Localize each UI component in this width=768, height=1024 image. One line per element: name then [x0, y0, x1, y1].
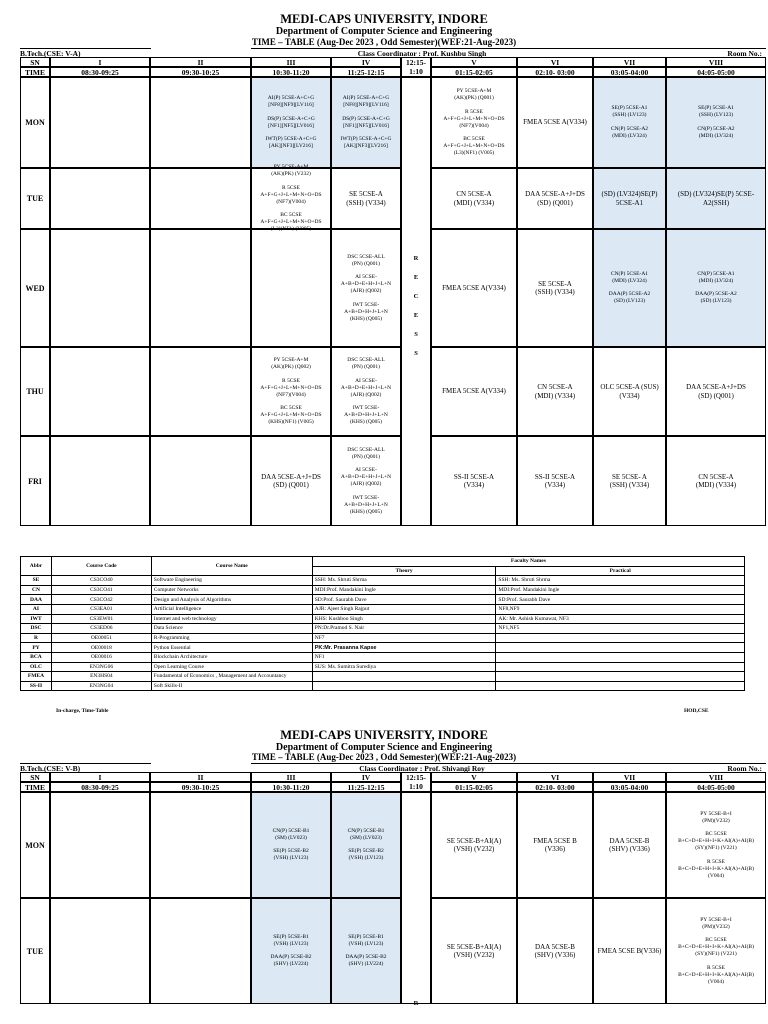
faculty-code: CS3CO42	[51, 595, 151, 605]
period-tue-4-text: SE(P) 5CSE-B1 (VSH) (LV123) DAA(P) 5CSE-B2 (SHV) (LV224)	[345, 933, 387, 968]
faculty-practical	[496, 652, 745, 662]
faculty-abbr: BCA	[21, 652, 52, 662]
coordinator-text: Class Coordinator : Prof. Kushbu Singh	[357, 48, 487, 58]
period-mon-5-text: PY 5CSE-A+M (AK)(PK) (Q001) R 5CSE A+F+G+J+L+M+N+O+DS (NF7)(V004) BC 5CSE A+F+G+J+L+M+N+O+DS (L3)(NF1) (V005)	[443, 88, 505, 156]
faculty-practical	[496, 633, 745, 643]
faculty-abbr: IWT	[21, 614, 52, 624]
period-wed-1	[50, 229, 150, 347]
faculty-row	[21, 662, 745, 672]
time-slot-2	[150, 67, 251, 77]
period-mon-4	[331, 792, 401, 898]
faculty-practical: SD:Prof. Saurabh Dave	[496, 595, 745, 605]
day-tue-text: TUE	[26, 946, 44, 956]
time-slot-1-text: 08:30-09:25	[81, 67, 119, 77]
class-label-text: B.Tech.(CSE: V-B)	[20, 763, 81, 773]
period-tue-7	[593, 898, 666, 1004]
period-mon-5	[431, 77, 517, 168]
faculty-row	[21, 633, 745, 643]
faculty-abbr: DAA	[21, 595, 52, 605]
time-label-text: TIME	[24, 782, 45, 792]
period-tue-6-text: DAA 5CSE-B (SHV) (V336)	[534, 942, 576, 959]
time-slot-2-text: 09:30-10:25	[181, 782, 220, 792]
faculty-code: EN3HS04	[51, 672, 151, 682]
header-faculty: Faculty Names	[312, 557, 744, 567]
slot-VII	[593, 772, 666, 782]
recess-recess_label_top: 12:15-	[406, 773, 426, 782]
period-mon-5-text: SE 5CSE-B+AI(A) (VSH) (V232)	[446, 836, 502, 853]
day-fri-text: FRI	[28, 476, 42, 486]
faculty-theory: MDI:Prof. Mandakini Ingle	[312, 585, 496, 595]
faculty-practical: SSH: Ms. Shruti Shrma	[496, 576, 745, 586]
period-mon-3-text: AI(P) 5CSE-A+C+G [NF8][NF9][LV116] DS(P) 5CSE-A+C+G [NF1][NF5][LV016] IWT(P) 5CSE-A+C+G [AK][NF3][LV216]	[265, 95, 317, 150]
period-fri-5-text: SS-II 5CSE-A (V334)	[453, 472, 495, 489]
class-coordinator	[251, 48, 593, 57]
period-mon-6-text: FMEA 5CSE B (V336)	[533, 836, 577, 853]
period-thu-4	[331, 347, 401, 436]
faculty-theory: KHS: Kushboo Singh	[312, 614, 496, 624]
slot-IV-text: IV	[361, 57, 371, 67]
footer-hod: HOD,CSE	[684, 708, 709, 714]
sn-label	[20, 57, 50, 67]
period-thu-2	[150, 347, 251, 436]
faculty-row	[21, 595, 745, 605]
faculty-theory: PN:Dr.Pramod S. Nair	[312, 624, 496, 634]
slot-V	[431, 772, 517, 782]
slot-VII-text: VII	[623, 772, 636, 782]
slot-VIII	[666, 772, 766, 782]
period-thu-7-text: OLC 5CSE-A (SUS)(V334)	[600, 383, 659, 400]
period-tue-8	[666, 168, 766, 229]
time-slot-7-text: 03:05-04:00	[610, 67, 649, 77]
period-mon-6-text: FMEA 5CSE A(V334)	[523, 118, 587, 127]
period-wed-7	[593, 229, 666, 347]
faculty-name: Open Learning Course	[151, 662, 312, 672]
day-mon	[20, 792, 50, 898]
time-slot-6	[517, 782, 593, 792]
faculty-abbr: SE	[21, 576, 52, 586]
faculty-code: OE00018	[51, 643, 151, 653]
recess-recess_label_bottom: 1:10	[409, 67, 423, 76]
slot-VIII	[666, 57, 766, 67]
faculty-practical	[496, 662, 745, 672]
time-slot-4	[331, 67, 401, 77]
slot-II-text: II	[197, 57, 204, 67]
slot-VIII-text: VIII	[708, 57, 724, 67]
slot-I	[50, 772, 150, 782]
period-mon-8	[666, 77, 766, 168]
period-thu-6	[517, 347, 593, 436]
recess-column	[401, 792, 431, 1007]
period-mon-2	[150, 77, 251, 168]
period-fri-1	[50, 436, 150, 526]
period-wed-8	[666, 229, 766, 347]
faculty-row	[21, 604, 745, 614]
faculty-code: OE00016	[51, 652, 151, 662]
faculty-name: Blockchain Architecture	[151, 652, 312, 662]
period-tue-5	[431, 898, 517, 1004]
faculty-row	[21, 624, 745, 634]
day-tue	[20, 898, 50, 1004]
department-title-b: Department of Computer Science and Engineering	[275, 742, 493, 753]
room-text: Room No.:	[727, 48, 762, 58]
faculty-code: CS3CO40	[51, 576, 151, 586]
period-fri-7-text: SE 5CSE- A (SSH) (V334)	[609, 472, 650, 489]
day-mon	[20, 77, 50, 168]
faculty-theory: NF1	[312, 652, 496, 662]
period-mon-5	[431, 792, 517, 898]
class-label	[20, 763, 151, 772]
faculty-theory: SSH: Ms. Shruti Shrma	[312, 576, 496, 586]
period-tue-8	[666, 898, 766, 1004]
period-fri-4-text: DSC 5CSE-ALL (PN) (Q001) AI 5CSE- A+B+D+E+H+J+L+N (AJR) (Q002) IWT 5CSE- A+B+D+H+J+L+N (KHS) (Q005)	[340, 446, 392, 515]
sn-label	[20, 772, 50, 782]
period-mon-8	[666, 792, 766, 898]
period-wed-7-text: CN(P) 5CSE-A1 (MDI) (LV324) DAA(P) 5CSE-A2 (SD) (LV123)	[608, 270, 651, 305]
time-slot-8	[666, 782, 766, 792]
time-label	[20, 782, 50, 792]
recess-letter: C	[413, 293, 419, 300]
period-tue-5-text: SE 5CSE-B+AI(A) (VSH) (V232)	[446, 942, 502, 959]
faculty-code: EN3NG06	[51, 662, 151, 672]
slot-I-text: I	[98, 57, 102, 67]
slot-II-text: II	[197, 772, 204, 782]
period-fri-3	[251, 436, 331, 526]
time-slot-2-text: 09:30-10:25	[181, 67, 220, 77]
footer-incharge: In-charge, Time-Table	[56, 708, 109, 714]
faculty-theory: NF7	[312, 633, 496, 643]
period-mon-7	[593, 77, 666, 168]
faculty-practical	[496, 643, 745, 653]
faculty-theory: AJR: Ajeet Singh Rajput	[312, 604, 496, 614]
faculty-name: Data Science	[151, 624, 312, 634]
period-tue-7	[593, 168, 666, 229]
period-mon-7-text: DAA 5CSE-B (SHV) (V336)	[609, 836, 650, 853]
faculty-name: Soft Skills-II	[151, 681, 312, 691]
slot-III	[251, 57, 331, 67]
period-tue-3	[251, 898, 331, 1004]
faculty-name: Computer Networks	[151, 585, 312, 595]
period-fri-8	[666, 436, 766, 526]
period-wed-2	[150, 229, 251, 347]
period-wed-6	[517, 229, 593, 347]
slot-II	[150, 772, 251, 782]
period-wed-3	[251, 229, 331, 347]
period-mon-3	[251, 77, 331, 168]
timetable-title: TIME – TABLE (Aug-Dec 2023 , Odd Semester)(WEF:21-Aug-2023)	[251, 37, 517, 47]
period-tue-3-text: SE(P) 5CSE-B1 (VSH) (LV123) DAA(P) 5CSE-B2 (SHV) (LV224)	[270, 933, 312, 968]
faculty-theory	[312, 681, 496, 691]
faculty-row	[21, 672, 745, 682]
slot-V	[431, 57, 517, 67]
slot-V-text: V	[471, 772, 477, 782]
period-tue-4	[331, 898, 401, 1004]
slot-VIII-text: VIII	[708, 772, 724, 782]
slot-VI	[517, 57, 593, 67]
period-mon-8-text: SE(P) 5CSE-A1 (SSH) (LV123) CN(P) 5CSE-A2 (MDI) (LV324)	[697, 105, 735, 139]
header-name: Course Name	[151, 557, 312, 576]
time-slot-2	[150, 782, 251, 792]
period-mon-6	[517, 792, 593, 898]
faculty-name: Software Engineering	[151, 576, 312, 586]
faculty-name: Artificial Intelligence	[151, 604, 312, 614]
faculty-code: OE00051	[51, 633, 151, 643]
period-wed-4-text: DSC 5CSE-ALL (PN) (Q001) AI 5CSE- A+B+D+E+H+J+L+N (AJR) (Q002) IWT 5CSE- A+B+D+H+J+L+N (KHS) (Q005)	[340, 253, 392, 322]
period-thu-3-text: PY 5CSE-A+M (AK)(PK) (Q002) R 5CSE A+F+G+J+L+M+N+O+DS (NF7)(V004) BC 5CSE A+F+G+J+L+M+N+O+DS (KHS)(NF1) (V005)	[260, 357, 322, 425]
faculty-abbr: R	[21, 633, 52, 643]
period-mon-3-text: CN(P) 5CSE-B1 (SM) (LV023) SE(P) 5CSE-B2 (VSH) (LV123)	[272, 827, 310, 862]
faculty-abbr: CN	[21, 585, 52, 595]
faculty-code: CS3EW01	[51, 614, 151, 624]
period-tue-4-text: SE 5CSE-A (SSH) (V334)	[346, 190, 386, 207]
period-tue-1	[50, 898, 150, 1004]
time-slot-8	[666, 67, 766, 77]
recess-recess_label_top: 12:15-	[406, 58, 426, 67]
time-slot-3-text: 10:30-11:20	[272, 782, 310, 792]
slot-III	[251, 772, 331, 782]
period-mon-7-text: SE(P) 5CSE-A1 (SSH) (LV123) CN(P) 5CSE-A2 (MDI) (LV324)	[610, 105, 649, 139]
faculty-row	[21, 681, 745, 691]
time-slot-3	[251, 67, 331, 77]
period-tue-3	[251, 164, 331, 232]
header-abbr: Abbr	[21, 557, 52, 576]
period-mon-4-text: AI(P) 5CSE-A+C+G [NF8][NF9][LV116] DS(P) 5CSE-A+C+G [NF1][NF5][LV016] IWT(P) 5CSE-A+C+G [AK][NF3][LV216]	[340, 95, 392, 150]
period-tue-4	[331, 168, 401, 229]
faculty-theory: SUS: Ms. Sumitra Surediya	[312, 662, 496, 672]
period-wed-8-text: CN(P) 5CSE-A1 (MDI) (LV324) DAA(P) 5CSE-A2 (SD) (LV123)	[695, 270, 737, 305]
period-mon-4-text: CN(P) 5CSE-B1 (SM) (LV023) SE(P) 5CSE-B2 (VSH) (LV123)	[347, 827, 385, 862]
slot-V-text: V	[471, 57, 477, 67]
time-slot-7	[593, 67, 666, 77]
faculty-theory: PK:Mr. Prasanna Kapse	[312, 643, 496, 653]
period-tue-7-text: FMEA 5CSE B(V336)	[597, 946, 662, 955]
period-mon-2	[150, 792, 251, 898]
slot-VI-text: VI	[550, 57, 560, 67]
period-thu-6-text: CN 5CSE-A (MDI) (V334)	[534, 383, 576, 400]
period-tue-6	[517, 898, 593, 1004]
period-thu-8-text: DAA 5CSE-A+J+DS (SD) (Q001)	[686, 383, 746, 400]
department-title: Department of Computer Science and Engineering	[275, 26, 493, 37]
period-tue-2	[150, 898, 251, 1004]
faculty-table-body	[21, 576, 745, 691]
faculty-abbr: AI	[21, 604, 52, 614]
faculty-practical: AK: Mr. Ashish Kumawat, NF3	[496, 614, 745, 624]
faculty-practical: MDI:Prof. Mandakini Ingle	[496, 585, 745, 595]
day-tue-text: TUE	[26, 194, 44, 203]
recess-column	[401, 77, 431, 526]
day-fri	[20, 436, 50, 526]
slot-I	[50, 57, 150, 67]
recess-letter: S	[414, 331, 418, 338]
faculty-name: Fundamental of Economics , Management and Accountancy	[151, 672, 312, 682]
faculty-theory	[312, 672, 496, 682]
period-fri-6-text: SS-II 5CSE-A (V334)	[534, 472, 576, 489]
sn-label-text: SN	[30, 772, 40, 782]
faculty-abbr: PY	[21, 643, 52, 653]
period-thu-5-text: FMEA 5CSE A(V334)	[442, 387, 506, 396]
period-mon-4	[331, 77, 401, 168]
header-code: Course Code	[51, 557, 151, 576]
time-slot-3-text: 10:30-11:20	[272, 67, 310, 77]
period-thu-8	[666, 347, 766, 436]
period-thu-1	[50, 347, 150, 436]
recess-recess_label_bottom: 1:10	[409, 782, 423, 791]
faculty-practical	[496, 681, 745, 691]
faculty-name: Python Essential	[151, 643, 312, 653]
faculty-practical: NF1,NF5	[496, 624, 745, 634]
recess-time	[401, 772, 431, 792]
slot-III-text: III	[286, 57, 296, 67]
period-tue-5-text: CN 5CSE-A (MDI) (V334)	[453, 190, 495, 207]
period-mon-1	[50, 792, 150, 898]
period-tue-3-text: PY 5CSE-A+M (AK)(PK) (V232) R 5CSE A+F+G+J+L+M+N+O+DS (NF7)(V004) BC 5CSE A+F+G+J+L+M+N+O+DS (L3)(NF1) (V005)	[260, 164, 322, 232]
faculty-code: CS3ED06	[51, 624, 151, 634]
room-number	[593, 763, 766, 772]
period-mon-3	[251, 792, 331, 898]
time-slot-5-text: 01:15-02:05	[455, 67, 493, 77]
period-mon-6	[517, 77, 593, 168]
time-slot-6	[517, 67, 593, 77]
faculty-row	[21, 576, 745, 586]
day-wed-text: WED	[25, 283, 45, 293]
time-label	[20, 67, 50, 77]
faculty-abbr: OLC	[21, 662, 52, 672]
header-practical: Practical	[496, 566, 745, 576]
slot-VII-text: VII	[623, 57, 636, 67]
period-tue-5	[431, 168, 517, 229]
period-wed-5	[431, 229, 517, 347]
class-coordinator	[251, 763, 593, 772]
faculty-practical: NF8,NF9	[496, 604, 745, 614]
period-fri-7	[593, 436, 666, 526]
faculty-abbr: FMEA	[21, 672, 52, 682]
university-title: MEDI-CAPS UNIVERSITY, INDORE	[280, 12, 488, 26]
coordinator-text: Class Coordinator : Prof. Shivangi Roy	[359, 763, 485, 773]
day-wed	[20, 229, 50, 347]
slot-II	[150, 57, 251, 67]
recess-letter: E	[413, 274, 419, 281]
faculty-table	[20, 556, 745, 691]
recess-letter: R	[413, 1000, 419, 1007]
period-fri-2	[150, 436, 251, 526]
period-tue-6-text: DAA 5CSE-A+J+DS (SD) (Q001)	[525, 190, 585, 207]
time-slot-4	[331, 782, 401, 792]
recess-time	[401, 57, 431, 77]
day-thu	[20, 347, 50, 436]
time-slot-3	[251, 782, 331, 792]
faculty-code: EN3NG04	[51, 681, 151, 691]
period-tue-2	[150, 168, 251, 229]
time-slot-6-text: 02:10- 03:00	[535, 67, 575, 77]
period-tue-8-text: (SD) (LV324)SE(P) 5CSE-A2(SSH)	[677, 190, 755, 207]
period-fri-5	[431, 436, 517, 526]
day-mon-text: MON	[25, 118, 45, 127]
slot-VI	[517, 772, 593, 782]
class-label	[20, 48, 151, 57]
period-thu-7	[593, 347, 666, 436]
day-thu-text: THU	[26, 387, 44, 396]
time-slot-1	[50, 782, 150, 792]
slot-IV	[331, 772, 401, 782]
day-tue	[20, 168, 50, 229]
slot-IV-text: IV	[361, 772, 371, 782]
sn-label-text: SN	[30, 57, 40, 67]
period-tue-7-text: (SD) (LV324)SE(P) 5CSE-A1	[601, 190, 658, 207]
slot-I-text: I	[98, 772, 102, 782]
slot-VI-text: VI	[550, 772, 560, 782]
recess-letter: S	[414, 350, 418, 357]
period-fri-6	[517, 436, 593, 526]
day-mon-text: MON	[25, 840, 45, 850]
time-slot-5	[431, 67, 517, 77]
faculty-code: CS3CO41	[51, 585, 151, 595]
period-thu-3	[251, 347, 331, 436]
faculty-row	[21, 614, 745, 624]
time-slot-1	[50, 67, 150, 77]
time-slot-4-text: 11:25-12:15	[347, 67, 385, 77]
faculty-name: Design and Analysis of Algorithms	[151, 595, 312, 605]
time-slot-7	[593, 782, 666, 792]
faculty-code: CS3EA01	[51, 604, 151, 614]
time-slot-4-text: 11:25-12:15	[347, 782, 385, 792]
time-label-text: TIME	[24, 67, 45, 77]
university-title-b: MEDI-CAPS UNIVERSITY, INDORE	[280, 728, 488, 742]
period-mon-1	[50, 77, 150, 168]
period-tue-1	[50, 168, 150, 229]
time-slot-1-text: 08:30-09:25	[81, 782, 119, 792]
period-wed-6-text: SE 5CSE-A (SSH) (V334)	[535, 279, 575, 296]
faculty-theory: SD:Prof. Saurabh Dave	[312, 595, 496, 605]
faculty-practical	[496, 672, 745, 682]
slot-VII	[593, 57, 666, 67]
recess-letter: R	[413, 255, 419, 262]
time-slot-8-text: 04:05-05:00	[697, 782, 735, 792]
period-tue-6	[517, 168, 593, 229]
recess-letter: E	[413, 312, 419, 319]
period-thu-5	[431, 347, 517, 436]
time-slot-8-text: 04:05-05:00	[697, 67, 735, 77]
period-thu-4-text: DSC 5CSE-ALL (PN) (Q001) AI 5CSE- A+B+D+E+H+J+L+N (AJR) (Q002) IWT 5CSE- A+B+D+H+J+L+N (KHS) (Q005)	[340, 357, 392, 425]
period-fri-3-text: DAA 5CSE-A+J+DS (SD) (Q001)	[261, 472, 321, 489]
time-slot-5	[431, 782, 517, 792]
class-label-text: B.Tech.(CSE: V-A)	[20, 48, 81, 58]
period-wed-5-text: FMEA 5CSE A(V334)	[442, 283, 506, 292]
faculty-abbr: SS-II	[21, 681, 52, 691]
faculty-row	[21, 585, 745, 595]
time-slot-7-text: 03:05-04:00	[610, 782, 649, 792]
period-mon-8-text: PY 5CSE-B+I (PM)(V232) BC 5CSE B+C+D+E+H+I+K+AI(A)+AI(B) (SY)(NF1) (V221) R 5CSE B+C+D+E+H+I+K+AI(A)+AI(B) (V004)	[678, 810, 754, 879]
timetable-title-b: TIME – TABLE (Aug-Dec 2023 , Odd Semester)(WEF:21-Aug-2023)	[251, 752, 517, 762]
time-slot-6-text: 02:10- 03:00	[535, 782, 575, 792]
period-tue-8-text: PY 5CSE-B+I (PM)(V232) BC 5CSE B+C+D+E+H+I+K+AI(A)+AI(B) (SY)(NF1) (V221) R 5CSE B+C+D+E+H+I+K+AI(A)+AI(B) (V004)	[678, 916, 754, 985]
faculty-row	[21, 652, 745, 662]
period-mon-7	[593, 792, 666, 898]
slot-III-text: III	[286, 772, 296, 782]
header-theory: Theory	[312, 566, 496, 576]
period-fri-4	[331, 436, 401, 526]
faculty-name: R-Programming	[151, 633, 312, 643]
room-text: Room No.:	[727, 763, 762, 773]
room-number	[593, 48, 766, 57]
faculty-abbr: DSC	[21, 624, 52, 634]
period-fri-8-text: CN 5CSE-A (MDI) (V334)	[695, 472, 737, 489]
faculty-name: Internet and web technology	[151, 614, 312, 624]
time-slot-5-text: 01:15-02:05	[455, 782, 493, 792]
faculty-row	[21, 643, 745, 653]
slot-IV	[331, 57, 401, 67]
period-wed-4	[331, 229, 401, 347]
